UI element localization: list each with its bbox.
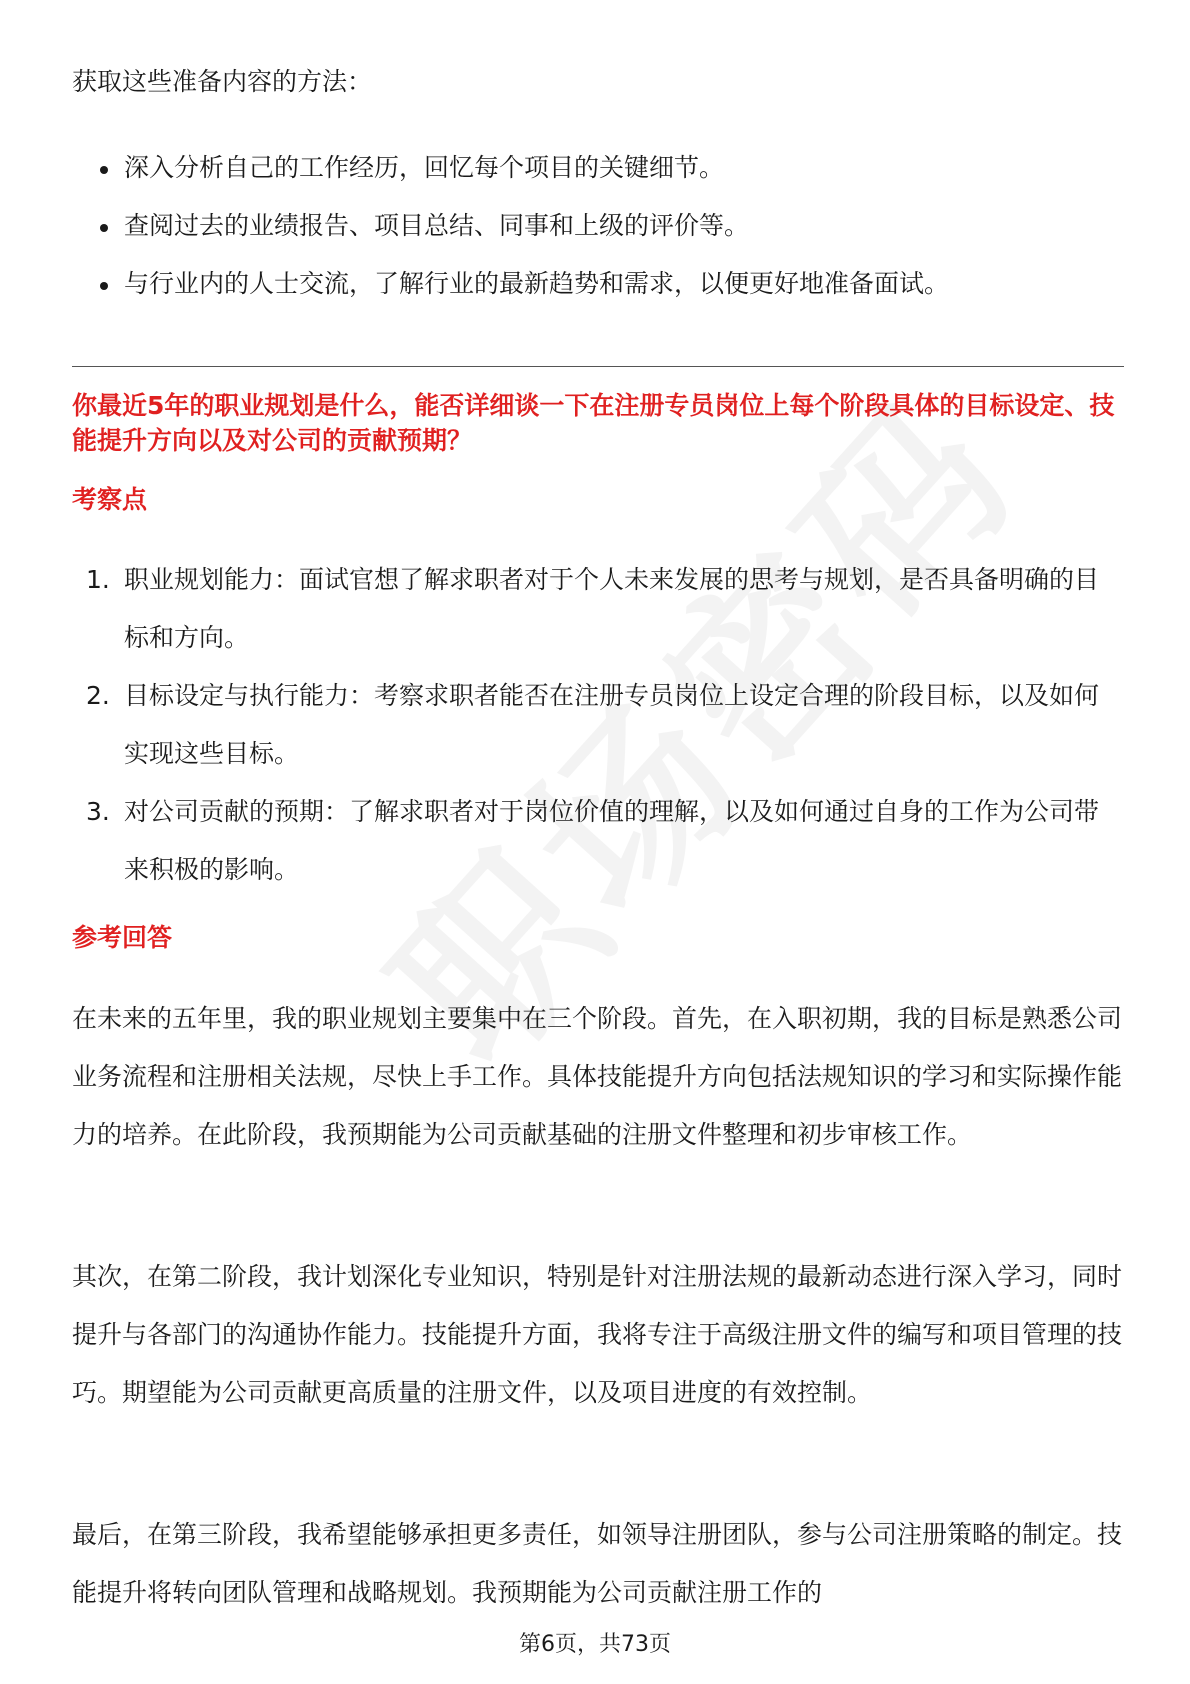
list-item: 与行业内的人士交流，了解行业的最新趋势和需求，以便更好地准备面试。	[72, 264, 1122, 322]
list-item: 2. 目标设定与执行能力：考察求职者能否在注册专员岗位上设定合理的阶段目标，以及如何实现这些目标。	[86, 681, 1100, 768]
list-item: 深入分析自己的工作经历，回忆每个项目的关键细节。	[72, 148, 1122, 206]
answer-heading: 参考回答	[72, 923, 173, 952]
list-item: 3. 对公司贡献的预期：了解求职者对于岗位价值的理解，以及如何通过自身的工作为公司带来积极的影响。	[86, 797, 1100, 884]
answer-paragraph: 最后，在第三阶段，我希望能够承担更多责任，如领导注册团队，参与公司注册策略的制定。技能提升将转向团队管理和战略规划。我预期能为公司贡献注册工作的	[72, 1520, 1123, 1607]
list-item: 查阅过去的业绩报告、项目总结、同事和上级的评价等。	[72, 206, 1122, 264]
question-title: 你最近5年的职业规划是什么，能否详细谈一下在注册专员岗位上每个阶段具体的目标设定、技能提升方向以及对公司的贡献预期？	[72, 391, 1115, 455]
methods-list	[72, 148, 1122, 322]
bullet-icon	[100, 282, 108, 290]
answer-paragraph: 在未来的五年里，我的职业规划主要集中在三个阶段。首先，在入职初期，我的目标是熟悉公司业务流程和注册相关法规，尽快上手工作。具体技能提升方向包括法规知识的学习和实际操作能力的培养。在此阶段，我预期能为公司贡献基础的注册文件整理和初步审核工作。	[72, 1004, 1123, 1149]
intro-text: 获取这些准备内容的方法：	[72, 67, 373, 96]
bullet-icon	[100, 166, 108, 174]
list-item: 1. 职业规划能力：面试官想了解求职者对于个人未来发展的思考与规划，是否具备明确的目标和方向。	[86, 565, 1100, 652]
bullet-icon	[100, 224, 108, 232]
points-heading: 考察点	[72, 485, 148, 514]
answer-paragraph: 其次，在第二阶段，我计划深化专业知识，特别是针对注册法规的最新动态进行深入学习，同时提升与各部门的沟通协作能力。技能提升方面，我将专注于高级注册文件的编写和项目管理的技巧。期望能为公司贡献更高质量的注册文件，以及项目进度的有效控制。	[72, 1262, 1123, 1407]
points-list	[72, 551, 1122, 899]
page-number: 第6页，共73页	[519, 1632, 671, 1657]
section-divider	[72, 366, 1124, 367]
